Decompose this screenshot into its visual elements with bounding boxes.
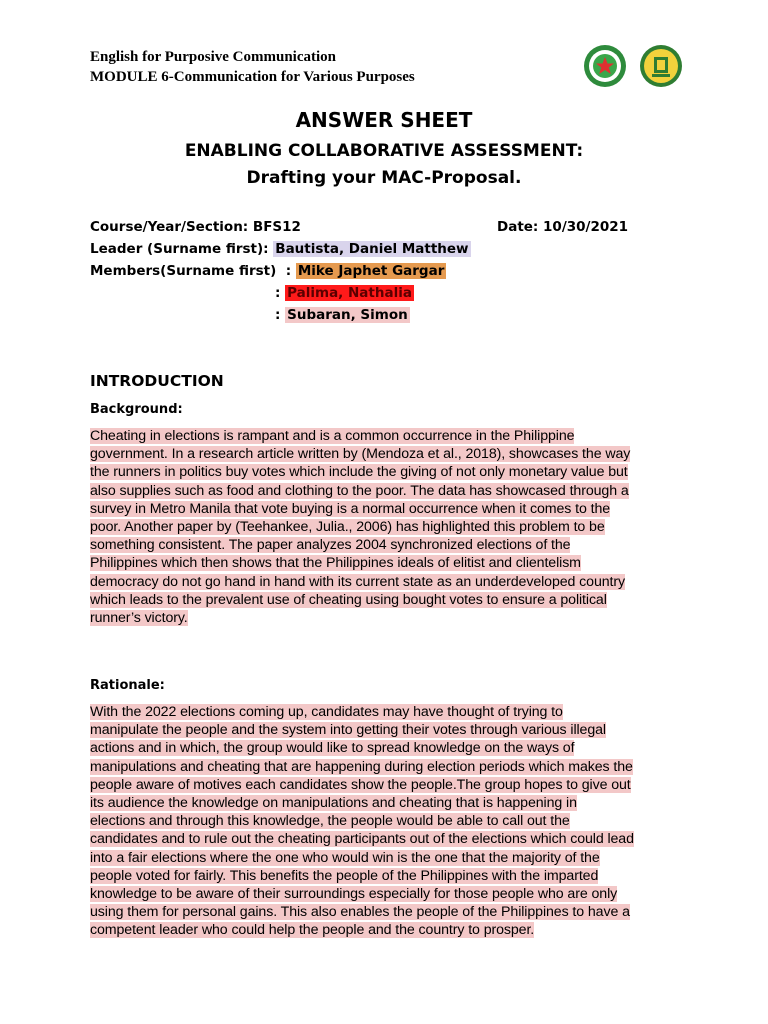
members-label: Members(Surname first): [90, 263, 277, 279]
leader-value: Bautista, Daniel Matthew: [275, 241, 469, 257]
paragraph-line: manipulations and cheating that are happening during election periods which makes the: [90, 758, 633, 775]
paragraph-line: democracy do not go hand in hand with its current state as an underdeveloped country: [90, 573, 626, 590]
rationale-heading: Rationale:: [90, 678, 165, 693]
background-heading: Background:: [90, 402, 183, 417]
paragraph-line: its audience the knowledge on manipulations and cheating that is happening in: [90, 795, 577, 812]
paragraph-line: into a fair elections where the one who would win is the one that the majority of the: [90, 849, 600, 866]
background-paragraph: [90, 427, 690, 627]
paragraph-line: the runners in politics buy votes which include the giving of not only monetary value but: [90, 464, 628, 481]
paragraph-line: candidates and to rule out the cheating participants out of the elections which could lead: [90, 831, 634, 848]
paragraph-line: using them for personal gains. This also enables the people of the Philippines to have a: [90, 904, 630, 921]
course-label: Course/Year/Section:: [90, 219, 249, 235]
member-name: Mike Japhet Gargar: [297, 263, 445, 279]
paragraph-line: something consistent. The paper analyzes 2004 synchronized elections of the: [90, 537, 571, 554]
module-title: MODULE 6-Communication for Various Purposes: [90, 69, 415, 85]
paragraph-line: Philippines which then shows that the Philippines ideals of elitist and clientelism: [90, 555, 581, 572]
paragraph-line: With the 2022 elections coming up, candidates may have thought of trying to: [90, 704, 563, 720]
paragraph-line: survey in Metro Manila that vote buying is a normal occurrence when it comes to the: [90, 500, 611, 517]
school-seal-2-icon: [639, 44, 683, 88]
module-header: [90, 47, 415, 87]
course-value: BFS12: [252, 219, 301, 235]
paragraph-line: which leads to the prevalent use of cheating using bought votes to ensure a political: [90, 591, 607, 608]
member-line-3: : Subaran, Simon: [275, 307, 408, 323]
paragraph-line: elections and through this knowledge, the people would be able to call out the: [90, 813, 570, 830]
date-line: [497, 216, 628, 238]
leader-label: Leader (Surname first):: [90, 241, 269, 257]
member-name: Subaran, Simon: [287, 307, 408, 323]
paragraph-line: competent leader who could help the people and the country to prosper.: [90, 922, 535, 939]
paragraph-line: Cheating in elections is rampant and is a common occurrence in the Philippine: [90, 428, 575, 444]
leader-line: [90, 238, 471, 260]
paragraph-line: also supplies such as food and clothing to the poor. The data has showcased through a: [90, 482, 629, 499]
school-seal-1-icon: [583, 44, 627, 88]
paragraph-line: poor. Another paper by (Teehankee, Julia., 2006) has highlighted this problem to be: [90, 519, 605, 536]
paragraph-line: actions and in which, the group would like to spread knowledge on the ways of: [90, 740, 575, 757]
paragraph-line: government. In a research article written by (Mendoza et al., 2018), showcases the way: [90, 446, 631, 463]
page-subtitle-2: Drafting your MAC-Proposal.: [246, 168, 522, 188]
members-line: Members(Surname first) : Mike Japhet Gargar: [90, 263, 445, 279]
course-line: [90, 216, 301, 238]
paragraph-line: people aware of motives each candidates show the people.The group hopes to give out: [90, 776, 631, 793]
paragraph-line: people voted for fairly. This benefits the people of the Philippines with the imparted: [90, 867, 599, 884]
introduction-heading: INTRODUCTION: [90, 372, 224, 390]
logos: [583, 44, 683, 88]
paragraph-line: knowledge to be aware of their surroundings especially for those people who are only: [90, 886, 618, 903]
paragraph-line: runner’s victory.: [90, 610, 188, 627]
page-subtitle: ENABLING COLLABORATIVE ASSESSMENT:: [184, 141, 584, 161]
rationale-paragraph: [90, 703, 690, 940]
course-title: English for Purposive Communication: [90, 49, 336, 65]
member-name: Palima, Nathalia: [287, 285, 412, 301]
member-line-2: : Palima, Nathalia: [275, 285, 412, 301]
paragraph-line: manipulate the people and the system into getting their votes through various illegal: [90, 722, 606, 739]
date-label: Date:: [497, 219, 539, 235]
page-title: ANSWER SHEET: [295, 108, 473, 132]
date-value: 10/30/2021: [543, 219, 629, 235]
